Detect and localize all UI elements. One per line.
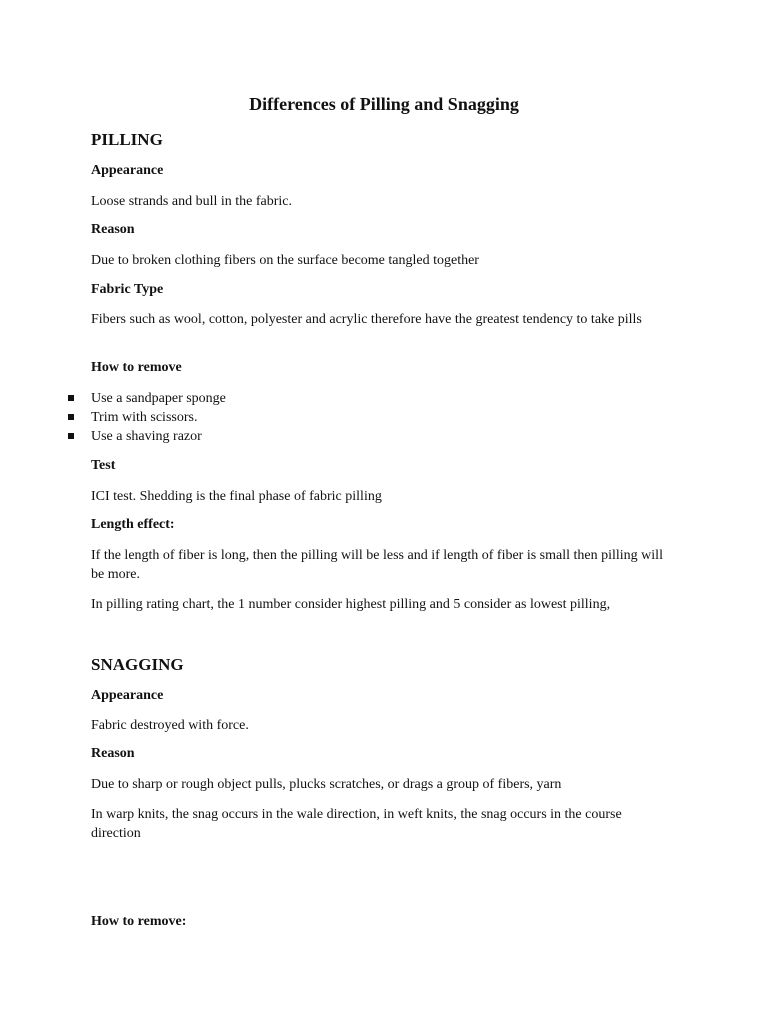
section-heading-pilling: PILLING <box>91 130 163 149</box>
pilling-length-effect-text: If the length of fiber is long, then the pilling will be less and if length of fiber is small then pilling will be more. <box>91 548 663 582</box>
snagging-appearance-heading: Appearance <box>91 688 164 703</box>
snagging-appearance-text: Fabric destroyed with force. <box>91 718 249 733</box>
remove-method-text: Use a sandpaper sponge <box>91 391 226 406</box>
section-heading-snagging: SNAGGING <box>91 655 184 674</box>
square-bullet-icon <box>68 433 74 439</box>
snagging-how-to-remove-heading: How to remove: <box>91 914 187 929</box>
pilling-test-text: ICI test. Shedding is the final phase of fabric pilling <box>91 489 382 504</box>
document-title: Differences of Pilling and Snagging <box>249 94 519 114</box>
list-item <box>66 408 226 427</box>
snagging-reason-text: Due to sharp or rough object pulls, plucks scratches, or drags a group of fibers, yarn <box>91 777 562 792</box>
pilling-fabric-type-text: Fibers such as wool, cotton, polyester and acrylic therefore have the greatest tendency to take pills <box>91 312 642 327</box>
pilling-appearance-text: Loose strands and bull in the fabric. <box>91 194 293 209</box>
pilling-appearance-heading: Appearance <box>91 163 164 178</box>
list-item <box>66 389 226 408</box>
snagging-warp-weft-text: In warp knits, the snag occurs in the wale direction, in weft knits, the snag occurs in the course direction <box>91 807 622 841</box>
pilling-reason-text: Due to broken clothing fibers on the surface become tangled together <box>91 253 479 268</box>
square-bullet-icon <box>68 395 74 401</box>
list-item <box>66 427 226 446</box>
pilling-fabric-type-heading: Fabric Type <box>91 282 164 297</box>
square-bullet-icon <box>68 414 74 420</box>
pilling-test-heading: Test <box>91 458 116 473</box>
pilling-reason-heading: Reason <box>91 222 135 237</box>
remove-method-text: Use a shaving razor <box>91 429 202 444</box>
pilling-remove-list <box>66 389 226 446</box>
remove-method-text: Trim with scissors. <box>91 410 198 425</box>
pilling-how-to-remove-heading: How to remove <box>91 360 182 375</box>
snagging-reason-heading: Reason <box>91 746 135 761</box>
pilling-rating-text: In pilling rating chart, the 1 number consider highest pilling and 5 consider as lowest pilling, <box>91 597 611 612</box>
pilling-length-effect-heading: Length effect: <box>91 517 175 532</box>
